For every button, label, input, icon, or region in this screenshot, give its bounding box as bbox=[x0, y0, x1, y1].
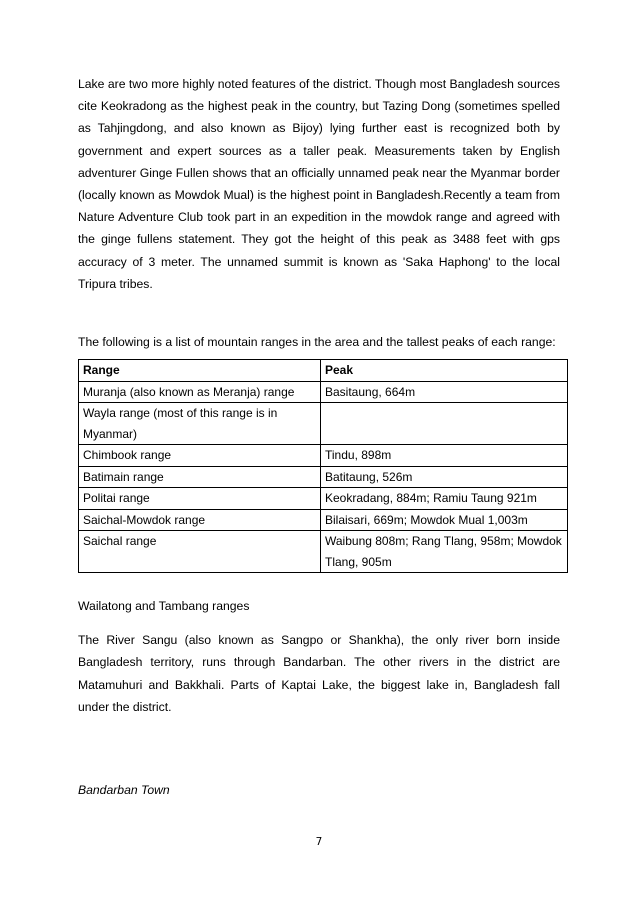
range-cell: Muranja (also known as Meranja) range bbox=[79, 381, 321, 403]
peak-cell: Basitaung, 664m bbox=[321, 381, 568, 403]
range-cell: Politai range bbox=[79, 488, 321, 510]
table-row bbox=[79, 403, 568, 445]
page-content bbox=[78, 73, 560, 813]
section-heading-bandarban-town: Bandarban Town bbox=[78, 783, 170, 798]
table-header-row bbox=[79, 360, 568, 382]
peak-cell: Keokradang, 884m; Ramiu Taung 921m bbox=[321, 488, 568, 510]
range-cell: Saichal range bbox=[79, 531, 321, 573]
wailatong-tambang-line: Wailatong and Tambang ranges bbox=[78, 599, 250, 614]
paragraph-district-features: Lake are two more highly noted features of the district. Though most Bangladesh sources cite Keokradong as the highest peak in the country, but Tazing Dong (sometimes spelled as Tahjingdong, and also known as Bijoy) lying further east is recognized both by government and expert sources as a taller peak. Measurements taken by English adventurer Ginge Fullen shows that an officially unnamed peak near the Myanmar border (locally known as Mowdok Mual) is the highest point in Bangladesh.Recently a team from Nature Adventure Club took part in an expedition in the mowdok range and agreed with the ginge fullens statement. They got the height of this peak as 3488 feet with gps accuracy of 3 meter. The unnamed summit is known as 'Saka Haphong' to the local Tripura tribes. bbox=[78, 77, 560, 291]
page-number: 7 bbox=[315, 836, 323, 848]
peak-cell: Batitaung, 526m bbox=[321, 466, 568, 488]
table-row bbox=[79, 466, 568, 488]
table-intro-text: The following is a list of mountain ranges in the area and the tallest peaks of each range: bbox=[78, 335, 556, 350]
table-row bbox=[79, 381, 568, 403]
range-cell: Saichal-Mowdok range bbox=[79, 509, 321, 531]
header-range: Range bbox=[79, 360, 321, 382]
table-row bbox=[79, 488, 568, 510]
range-cell: Wayla range (most of this range is in Myanmar) bbox=[79, 403, 321, 445]
table-row bbox=[79, 531, 568, 573]
header-peak: Peak bbox=[321, 360, 568, 382]
peak-cell: Bilaisari, 669m; Mowdok Mual 1,003m bbox=[321, 509, 568, 531]
peak-cell: Tindu, 898m bbox=[321, 445, 568, 467]
mountain-ranges-table bbox=[78, 359, 568, 573]
paragraph-river-sangu: The River Sangu (also known as Sangpo or Shankha), the only river born inside Bangladesh territory, runs through Bandarban. The other rivers in the district are Matamuhuri and Bakkhali. Parts of Kaptai Lake, the biggest lake in, Bangladesh fall under the district. bbox=[78, 633, 560, 714]
range-cell: Batimain range bbox=[79, 466, 321, 488]
peak-cell: Waibung 808m; Rang Tlang, 958m; Mowdok Tlang, 905m bbox=[321, 531, 568, 573]
peak-cell bbox=[321, 403, 568, 445]
range-cell: Chimbook range bbox=[79, 445, 321, 467]
table-row bbox=[79, 445, 568, 467]
table-row bbox=[79, 509, 568, 531]
